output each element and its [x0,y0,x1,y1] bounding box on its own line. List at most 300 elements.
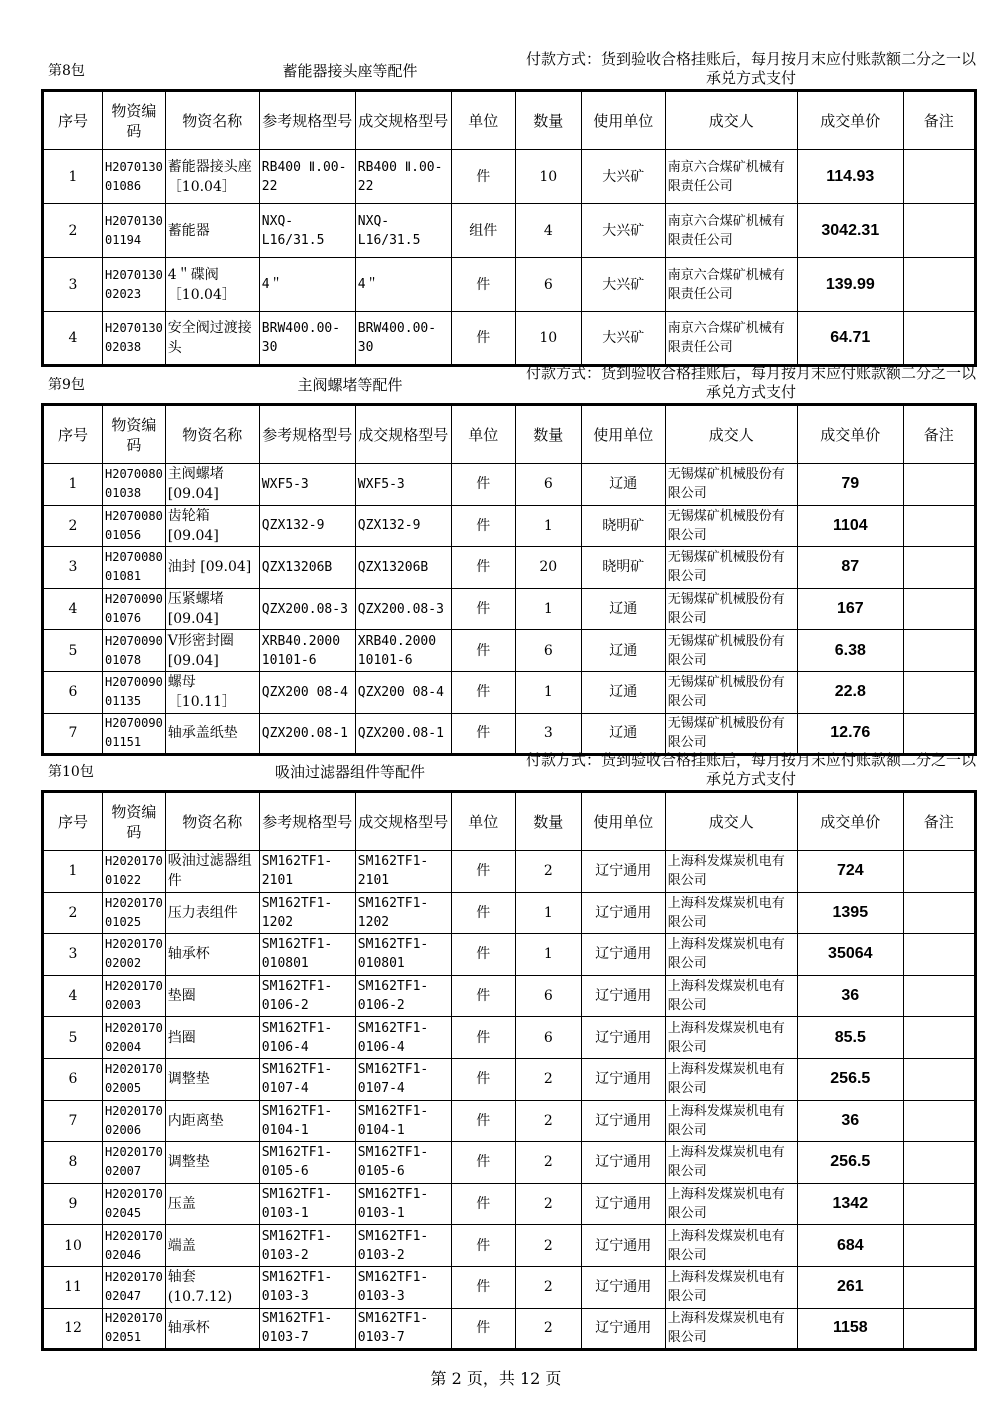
payment-terms: 付款方式：货到验收合格挂账后，每月按月末应付账款额二分之一以承兑方式支付 [525,50,976,87]
name-cell: 端盖 [165,1225,259,1267]
deal-spec-cell: XRB40.2000 10101-6 [355,630,451,672]
unit-cell: 件 [451,588,515,630]
supplier-cell: 上海科发煤炭机电有限公司 [665,1017,797,1059]
remark-cell [903,1308,975,1350]
table-row [43,204,976,258]
name-cell: 挡圈 [165,1017,259,1059]
remark-cell [903,464,975,506]
unit-cell: 件 [451,713,515,755]
table-row [43,547,976,589]
qty-cell: 6 [515,1017,581,1059]
supplier-cell: 无锡煤矿机械股份有限公司 [665,713,797,755]
ref-spec-cell: SM162TF1-0107-4 [259,1058,355,1100]
qty-cell: 1 [515,505,581,547]
seq-cell: 5 [43,1017,103,1059]
table-row [43,713,976,755]
price-cell: 6.38 [797,630,903,672]
seq-cell: 3 [43,934,103,976]
supplier-cell: 上海科发煤炭机电有限公司 [665,851,797,893]
table-row [43,588,976,630]
remark-cell [903,1017,975,1059]
name-cell: V形密封圈 [09.04] [165,630,259,672]
user-unit-cell: 大兴矿 [581,312,665,366]
ref-spec-cell: SM162TF1-0103-1 [259,1183,355,1225]
unit-cell: 件 [451,1183,515,1225]
supplier-cell: 上海科发煤炭机电有限公司 [665,975,797,1017]
col-header-ref-spec: 参考规格型号 [259,405,355,464]
deal-spec-cell: QZX200.08-1 [355,713,451,755]
name-cell: 蓄能器 [165,204,259,258]
price-cell: 684 [797,1225,903,1267]
deal-spec-cell: WXF5-3 [355,464,451,506]
remark-cell [903,505,975,547]
col-header-qty: 数量 [515,91,581,150]
code-cell: H2020170 02004 [103,1017,166,1059]
unit-cell: 件 [451,892,515,934]
col-header-remark: 备注 [903,792,975,851]
supplier-cell: 南京六合煤矿机械有限责任公司 [665,204,797,258]
name-cell: 油封 [09.04] [165,547,259,589]
table-row [43,1142,976,1184]
price-cell: 79 [797,464,903,506]
user-unit-cell: 辽宁通用 [581,1100,665,1142]
code-cell: H2070130 01086 [103,150,166,204]
unit-cell: 件 [451,1225,515,1267]
table-row [43,464,976,506]
qty-cell: 3 [515,713,581,755]
deal-spec-cell: SM162TF1-2101 [355,851,451,893]
price-cell: 261 [797,1266,903,1308]
user-unit-cell: 辽通 [581,464,665,506]
remark-cell [903,671,975,713]
code-cell: H2020170 01022 [103,851,166,893]
ref-spec-cell: SM162TF1-0106-2 [259,975,355,1017]
code-cell: H2020170 02005 [103,1058,166,1100]
deal-spec-cell: SM162TF1-0106-2 [355,975,451,1017]
name-cell: 吸油过滤器组件 [165,851,259,893]
package-table [41,403,977,756]
table-row [43,312,976,366]
user-unit-cell: 辽宁通用 [581,1266,665,1308]
user-unit-cell: 辽宁通用 [581,1225,665,1267]
name-cell: 调整垫 [165,1058,259,1100]
unit-cell: 件 [451,1308,515,1350]
col-header-deal-spec: 成交规格型号 [355,91,451,150]
remark-cell [903,258,975,312]
code-cell: H2070090 01151 [103,713,166,755]
package-title: 主阀螺堵等配件 [297,376,403,394]
col-header-code: 物资编码 [103,91,166,150]
col-header-remark: 备注 [903,405,975,464]
unit-cell: 件 [451,464,515,506]
seq-cell: 1 [43,851,103,893]
ref-spec-cell: SM162TF1-0103-3 [259,1266,355,1308]
code-cell: H2070080 01056 [103,505,166,547]
supplier-cell: 无锡煤矿机械股份有限公司 [665,588,797,630]
price-cell: 85.5 [797,1017,903,1059]
user-unit-cell: 大兴矿 [581,258,665,312]
name-cell: 轴承杯 [165,934,259,976]
qty-cell: 1 [515,892,581,934]
ref-spec-cell: SM162TF1-0103-7 [259,1308,355,1350]
code-cell: H2070090 01135 [103,671,166,713]
price-cell: 1104 [797,505,903,547]
table-row [43,851,976,893]
ref-spec-cell: QZX13206B [259,547,355,589]
col-header-unit: 单位 [451,405,515,464]
ref-spec-cell: BRW400.00-30 [259,312,355,366]
table-header-row [43,792,976,851]
qty-cell: 10 [515,150,581,204]
price-cell: 167 [797,588,903,630]
unit-cell: 件 [451,258,515,312]
col-header-seq: 序号 [43,792,103,851]
code-cell: H2020170 02002 [103,934,166,976]
table-row [43,934,976,976]
seq-cell: 3 [43,258,103,312]
qty-cell: 1 [515,934,581,976]
seq-cell: 1 [43,464,103,506]
supplier-cell: 上海科发煤炭机电有限公司 [665,1100,797,1142]
supplier-cell: 上海科发煤炭机电有限公司 [665,892,797,934]
name-cell: 轴承杯 [165,1308,259,1350]
remark-cell [903,150,975,204]
user-unit-cell: 辽通 [581,630,665,672]
col-header-name: 物资名称 [165,792,259,851]
code-cell: H2070090 01078 [103,630,166,672]
name-cell: 压力表组件 [165,892,259,934]
table-row [43,1308,976,1350]
user-unit-cell: 大兴矿 [581,204,665,258]
seq-cell: 12 [43,1308,103,1350]
ref-spec-cell: XRB40.2000 10101-6 [259,630,355,672]
unit-cell: 件 [451,505,515,547]
seq-cell: 10 [43,1225,103,1267]
payment-terms: 付款方式：货到验收合格挂账后，每月按月末应付账款额二分之一以承兑方式支付 [525,751,976,788]
table-row [43,150,976,204]
supplier-cell: 南京六合煤矿机械有限责任公司 [665,312,797,366]
deal-spec-cell: SM162TF1-0103-3 [355,1266,451,1308]
user-unit-cell: 辽通 [581,588,665,630]
deal-spec-cell: SM162TF1-010801 [355,934,451,976]
supplier-cell: 上海科发煤炭机电有限公司 [665,1225,797,1267]
col-header-seq: 序号 [43,405,103,464]
name-cell: 主阀螺堵 [09.04] [165,464,259,506]
code-cell: H2020170 01025 [103,892,166,934]
col-header-user-unit: 使用单位 [581,405,665,464]
remark-cell [903,1225,975,1267]
code-cell: H2070130 02038 [103,312,166,366]
col-header-user-unit: 使用单位 [581,792,665,851]
qty-cell: 10 [515,312,581,366]
remark-cell [903,934,975,976]
user-unit-cell: 辽宁通用 [581,975,665,1017]
remark-cell [903,1100,975,1142]
col-header-name: 物资名称 [165,405,259,464]
name-cell: 压紧螺堵 [09.04] [165,588,259,630]
qty-cell: 6 [515,975,581,1017]
name-cell: 垫圈 [165,975,259,1017]
code-cell: H2020170 02003 [103,975,166,1017]
table-row [43,630,976,672]
seq-cell: 5 [43,630,103,672]
supplier-cell: 上海科发煤炭机电有限公司 [665,1183,797,1225]
name-cell: 齿轮箱 [09.04] [165,505,259,547]
supplier-cell: 无锡煤矿机械股份有限公司 [665,547,797,589]
col-header-user-unit: 使用单位 [581,91,665,150]
deal-spec-cell: SM162TF1-0103-2 [355,1225,451,1267]
seq-cell: 3 [43,547,103,589]
deal-spec-cell: SM162TF1-0107-4 [355,1058,451,1100]
unit-cell: 件 [451,547,515,589]
seq-cell: 6 [43,671,103,713]
col-header-unit: 单位 [451,91,515,150]
remark-cell [903,588,975,630]
user-unit-cell: 大兴矿 [581,150,665,204]
col-header-supplier: 成交人 [665,91,797,150]
supplier-cell: 上海科发煤炭机电有限公司 [665,1142,797,1184]
col-header-price: 成交单价 [797,91,903,150]
unit-cell: 件 [451,312,515,366]
remark-cell [903,204,975,258]
code-cell: H2070130 01194 [103,204,166,258]
table-row [43,258,976,312]
package-title: 蓄能器接头座等配件 [282,62,418,80]
remark-cell [903,547,975,589]
unit-cell: 件 [451,1058,515,1100]
user-unit-cell: 辽宁通用 [581,1183,665,1225]
name-cell: 调整垫 [165,1142,259,1184]
ref-spec-cell: SM162TF1-1202 [259,892,355,934]
col-header-unit: 单位 [451,792,515,851]
supplier-cell: 上海科发煤炭机电有限公司 [665,934,797,976]
package-table [41,89,977,367]
deal-spec-cell: NXQ-L16/31.5 [355,204,451,258]
table-row [43,1058,976,1100]
unit-cell: 件 [451,1017,515,1059]
qty-cell: 2 [515,1225,581,1267]
page-footer: 第 2 页，共 12 页 [430,1369,562,1388]
supplier-cell: 上海科发煤炭机电有限公司 [665,1266,797,1308]
col-header-supplier: 成交人 [665,405,797,464]
deal-spec-cell: SM162TF1-0103-7 [355,1308,451,1350]
qty-cell: 2 [515,1266,581,1308]
remark-cell [903,630,975,672]
col-header-qty: 数量 [515,405,581,464]
qty-cell: 2 [515,851,581,893]
qty-cell: 2 [515,1058,581,1100]
remark-cell [903,975,975,1017]
price-cell: 256.5 [797,1058,903,1100]
user-unit-cell: 辽宁通用 [581,934,665,976]
code-cell: H2020170 02045 [103,1183,166,1225]
payment-terms: 付款方式：货到验收合格挂账后，每月按月末应付账款额二分之一以承兑方式支付 [525,364,976,401]
supplier-cell: 无锡煤矿机械股份有限公司 [665,630,797,672]
qty-cell: 2 [515,1100,581,1142]
package-number: 第10包 [48,764,94,780]
remark-cell [903,1266,975,1308]
remark-cell [903,851,975,893]
user-unit-cell: 辽通 [581,713,665,755]
ref-spec-cell: SM162TF1-2101 [259,851,355,893]
table-row [43,892,976,934]
name-cell: 螺母 ［10.11］ [165,671,259,713]
col-header-deal-spec: 成交规格型号 [355,405,451,464]
qty-cell: 6 [515,630,581,672]
user-unit-cell: 辽通 [581,671,665,713]
ref-spec-cell: WXF5-3 [259,464,355,506]
price-cell: 87 [797,547,903,589]
unit-cell: 件 [451,630,515,672]
supplier-cell: 无锡煤矿机械股份有限公司 [665,671,797,713]
price-cell: 1158 [797,1308,903,1350]
price-cell: 3042.31 [797,204,903,258]
package-table [41,790,977,1351]
seq-cell: 2 [43,505,103,547]
code-cell: H2020170 02007 [103,1142,166,1184]
qty-cell: 1 [515,588,581,630]
col-header-supplier: 成交人 [665,792,797,851]
deal-spec-cell: BRW400.00-30 [355,312,451,366]
ref-spec-cell: 4＂ [259,258,355,312]
package-number: 第8包 [48,63,85,79]
seq-cell: 6 [43,1058,103,1100]
deal-spec-cell: QZX13206B [355,547,451,589]
qty-cell: 2 [515,1308,581,1350]
seq-cell: 11 [43,1266,103,1308]
unit-cell: 件 [451,1100,515,1142]
code-cell: H2070080 01038 [103,464,166,506]
ref-spec-cell: SM162TF1-0105-6 [259,1142,355,1184]
seq-cell: 7 [43,713,103,755]
name-cell: 轴承盖纸垫 [165,713,259,755]
qty-cell: 6 [515,258,581,312]
seq-cell: 1 [43,150,103,204]
deal-spec-cell: 4＂ [355,258,451,312]
ref-spec-cell: QZX200.08-1 [259,713,355,755]
user-unit-cell: 辽宁通用 [581,1308,665,1350]
col-header-name: 物资名称 [165,91,259,150]
code-cell: H2020170 02006 [103,1100,166,1142]
code-cell: H2020170 02051 [103,1308,166,1350]
unit-cell: 件 [451,1142,515,1184]
price-cell: 35064 [797,934,903,976]
package-title: 吸油过滤器组件等配件 [274,763,425,781]
deal-spec-cell: SM162TF1-0105-6 [355,1142,451,1184]
price-cell: 12.76 [797,713,903,755]
price-cell: 256.5 [797,1142,903,1184]
ref-spec-cell: SM162TF1-0104-1 [259,1100,355,1142]
name-cell: 4＂碟阀 ［10.04］ [165,258,259,312]
ref-spec-cell: SM162TF1-0106-4 [259,1017,355,1059]
user-unit-cell: 晓明矿 [581,505,665,547]
seq-cell: 4 [43,975,103,1017]
deal-spec-cell: QZX200 08-4 [355,671,451,713]
table-row [43,1100,976,1142]
deal-spec-cell: SM162TF1-0104-1 [355,1100,451,1142]
price-cell: 114.93 [797,150,903,204]
user-unit-cell: 辽宁通用 [581,1142,665,1184]
deal-spec-cell: RB400 Ⅱ.00-22 [355,150,451,204]
ref-spec-cell: QZX200.08-3 [259,588,355,630]
price-cell: 36 [797,1100,903,1142]
name-cell: 内距离垫 [165,1100,259,1142]
qty-cell: 4 [515,204,581,258]
code-cell: H2020170 02046 [103,1225,166,1267]
unit-cell: 件 [451,671,515,713]
remark-cell [903,1058,975,1100]
name-cell: 压盖 [165,1183,259,1225]
supplier-cell: 南京六合煤矿机械有限责任公司 [665,150,797,204]
ref-spec-cell: QZX200 08-4 [259,671,355,713]
price-cell: 1395 [797,892,903,934]
supplier-cell: 上海科发煤炭机电有限公司 [665,1058,797,1100]
unit-cell: 组件 [451,204,515,258]
col-header-qty: 数量 [515,792,581,851]
qty-cell: 20 [515,547,581,589]
price-cell: 139.99 [797,258,903,312]
col-header-seq: 序号 [43,91,103,150]
table-row [43,1225,976,1267]
deal-spec-cell: SM162TF1-1202 [355,892,451,934]
remark-cell [903,312,975,366]
supplier-cell: 上海科发煤炭机电有限公司 [665,1308,797,1350]
code-cell: H2070080 01081 [103,547,166,589]
col-header-code: 物资编码 [103,405,166,464]
col-header-ref-spec: 参考规格型号 [259,792,355,851]
name-cell: 安全阀过渡接头 [165,312,259,366]
remark-cell [903,892,975,934]
table-row [43,1017,976,1059]
remark-cell [903,713,975,755]
table-header-row [43,405,976,464]
remark-cell [903,1142,975,1184]
package-number: 第9包 [48,377,85,393]
table-row [43,1266,976,1308]
qty-cell: 2 [515,1183,581,1225]
supplier-cell: 南京六合煤矿机械有限责任公司 [665,258,797,312]
user-unit-cell: 晓明矿 [581,547,665,589]
seq-cell: 4 [43,312,103,366]
ref-spec-cell: QZX132-9 [259,505,355,547]
name-cell: 轴套 (10.7.12) [165,1266,259,1308]
seq-cell: 9 [43,1183,103,1225]
table-row [43,1183,976,1225]
price-cell: 64.71 [797,312,903,366]
deal-spec-cell: SM162TF1-0103-1 [355,1183,451,1225]
deal-spec-cell: SM162TF1-0106-4 [355,1017,451,1059]
code-cell: H2020170 02047 [103,1266,166,1308]
deal-spec-cell: QZX132-9 [355,505,451,547]
supplier-cell: 无锡煤矿机械股份有限公司 [665,464,797,506]
seq-cell: 8 [43,1142,103,1184]
unit-cell: 件 [451,934,515,976]
unit-cell: 件 [451,851,515,893]
table-row [43,975,976,1017]
table-header-row [43,91,976,150]
col-header-code: 物资编码 [103,792,166,851]
seq-cell: 2 [43,204,103,258]
unit-cell: 件 [451,975,515,1017]
price-cell: 724 [797,851,903,893]
unit-cell: 件 [451,1266,515,1308]
price-cell: 36 [797,975,903,1017]
col-header-price: 成交单价 [797,405,903,464]
col-header-ref-spec: 参考规格型号 [259,91,355,150]
seq-cell: 2 [43,892,103,934]
user-unit-cell: 辽宁通用 [581,892,665,934]
col-header-price: 成交单价 [797,792,903,851]
